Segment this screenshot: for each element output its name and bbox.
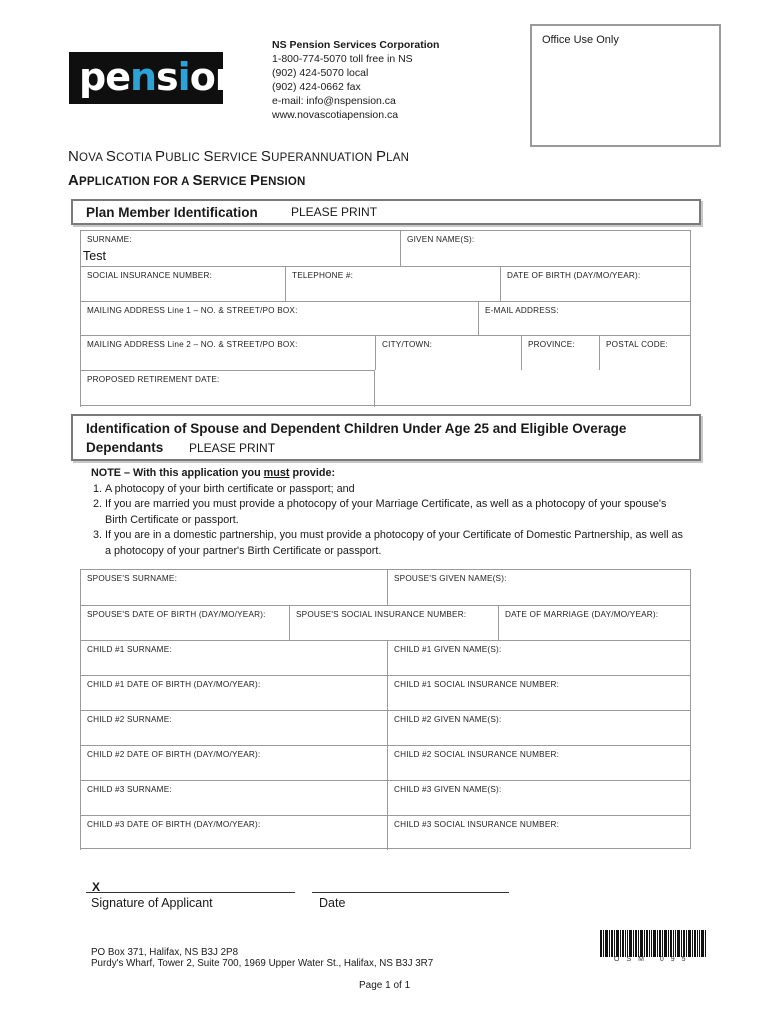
telephone-label: TELEPHONE #: bbox=[292, 271, 354, 280]
section-heading-cont: Dependants bbox=[86, 440, 164, 455]
address-line-1: PO Box 371, Halifax, NS B3J 2P8 bbox=[91, 947, 239, 958]
child2-given-field[interactable] bbox=[387, 710, 691, 745]
note-list bbox=[83, 482, 691, 560]
child1-given-label: CHILD #1 GIVEN NAME(S): bbox=[394, 645, 502, 654]
email-field[interactable] bbox=[478, 301, 691, 335]
sin-label: SOCIAL INSURANCE NUMBER: bbox=[87, 271, 213, 280]
page-number: Page 1 of 1 bbox=[359, 980, 411, 991]
marriage-date-field[interactable] bbox=[498, 605, 691, 640]
surname-field[interactable] bbox=[80, 230, 400, 266]
phone-local: (902) 424-5070 local bbox=[272, 67, 369, 79]
dob-field[interactable] bbox=[500, 266, 691, 301]
child1-surname-label: CHILD #1 SURNAME: bbox=[87, 645, 172, 654]
surname-value: Test bbox=[83, 249, 106, 263]
child1-surname-field[interactable] bbox=[80, 640, 387, 675]
marriage-date-label: DATE OF MARRIAGE (DAY/MO/YEAR): bbox=[505, 610, 659, 619]
date-line[interactable] bbox=[312, 892, 509, 893]
child1-given-field[interactable] bbox=[387, 640, 691, 675]
province-field[interactable] bbox=[521, 335, 599, 370]
section-member-identification bbox=[71, 199, 701, 225]
given-names-label: GIVEN NAME(S): bbox=[407, 235, 475, 244]
footer-address bbox=[91, 947, 433, 969]
postal-label: POSTAL CODE: bbox=[606, 340, 668, 349]
barcode-caption: OSM 095 bbox=[614, 956, 693, 963]
child3-sin-label: CHILD #3 SOCIAL INSURANCE NUMBER: bbox=[394, 820, 560, 829]
sin-field[interactable] bbox=[80, 266, 285, 301]
mailing1-field[interactable] bbox=[80, 301, 478, 335]
section-heading: Identification of Spouse and Dependent Children Under Age 25 and Eligible Overage bbox=[86, 421, 627, 436]
office-use-label: Office Use Only bbox=[542, 34, 619, 46]
given-names-field[interactable] bbox=[400, 230, 691, 266]
member-form-grid bbox=[80, 230, 691, 406]
please-print-note: PLEASE PRINT bbox=[291, 205, 378, 219]
child3-given-label: CHILD #3 GIVEN NAME(S): bbox=[394, 785, 502, 794]
dob-label: DATE OF BIRTH (DAY/MO/YEAR): bbox=[507, 271, 641, 280]
office-use-box bbox=[530, 24, 721, 147]
signature-line[interactable] bbox=[86, 892, 295, 893]
city-field[interactable] bbox=[375, 335, 521, 370]
retirement-date-field[interactable] bbox=[80, 370, 375, 407]
note-item: 3. If you are in a domestic partnership, you must provide a photocopy of your Certificate of Domestic Partnership, as well as a photocopy of your partner's Birth Certificate or passport. bbox=[105, 528, 691, 559]
plan-title: NOVA SCOTIA PUBLIC SERVICE SUPERANNUATION PLAN bbox=[68, 148, 410, 165]
mailing1-label: MAILING ADDRESS Line 1 – NO. & STREET/PO BOX: bbox=[87, 306, 298, 315]
form-title: APPLICATION FOR A SERVICE PENSION bbox=[68, 172, 306, 189]
spouse-sin-field[interactable] bbox=[289, 605, 498, 640]
contact-info bbox=[272, 38, 439, 122]
note-item: 2. If you are married you must provide a photocopy of your Marriage Certificate, as well as a photocopy of your spouse's Birth Certificate or passport. bbox=[105, 497, 691, 528]
retirement-label: PROPOSED RETIREMENT DATE: bbox=[87, 375, 220, 384]
child3-given-field[interactable] bbox=[387, 780, 691, 815]
date-label: Date bbox=[319, 896, 346, 910]
spouse-dob-field[interactable] bbox=[80, 605, 289, 640]
mailing2-field[interactable] bbox=[80, 335, 375, 370]
spouse-given-field[interactable] bbox=[387, 569, 691, 605]
fax-number: (902) 424-0662 fax bbox=[272, 81, 361, 93]
child2-sin-label: CHILD #2 SOCIAL INSURANCE NUMBER: bbox=[394, 750, 560, 759]
province-label: PROVINCE: bbox=[528, 340, 575, 349]
signature-x-mark: X bbox=[92, 880, 101, 894]
child2-sin-field[interactable] bbox=[387, 745, 691, 780]
telephone-field[interactable] bbox=[285, 266, 500, 301]
spouse-given-label: SPOUSE'S GIVEN NAME(S): bbox=[394, 574, 507, 583]
child1-sin-field[interactable] bbox=[387, 675, 691, 710]
logo-wordmark: pension bbox=[79, 55, 241, 99]
spouse-sin-label: SPOUSE'S SOCIAL INSURANCE NUMBER: bbox=[296, 610, 467, 619]
child3-dob-label: CHILD #3 DATE OF BIRTH (DAY/MO/YEAR): bbox=[87, 820, 261, 829]
email-address: e-mail: info@nspension.ca bbox=[272, 95, 396, 107]
city-label: CITY/TOWN: bbox=[382, 340, 433, 349]
pension-logo bbox=[69, 52, 241, 104]
note-item: 1. A photocopy of your birth certificate or passport; and bbox=[105, 482, 691, 498]
surname-label: SURNAME: bbox=[87, 235, 132, 244]
section-heading: Plan Member Identification bbox=[86, 205, 258, 220]
child3-dob-field[interactable] bbox=[80, 815, 387, 850]
child2-surname-field[interactable] bbox=[80, 710, 387, 745]
child1-dob-label: CHILD #1 DATE OF BIRTH (DAY/MO/YEAR): bbox=[87, 680, 261, 689]
section-spouse-dependants bbox=[71, 414, 701, 461]
child2-dob-label: CHILD #2 DATE OF BIRTH (DAY/MO/YEAR): bbox=[87, 750, 261, 759]
child3-surname-label: CHILD #3 SURNAME: bbox=[87, 785, 172, 794]
barcode-image bbox=[600, 930, 706, 957]
please-print-note: PLEASE PRINT bbox=[189, 441, 276, 455]
child2-surname-label: CHILD #2 SURNAME: bbox=[87, 715, 172, 724]
phone-toll-free: 1-800-774-5070 toll free in NS bbox=[272, 53, 413, 65]
org-name: NS Pension Services Corporation bbox=[272, 39, 440, 51]
child1-sin-label: CHILD #1 SOCIAL INSURANCE NUMBER: bbox=[394, 680, 560, 689]
signature-label: Signature of Applicant bbox=[91, 896, 213, 910]
child1-dob-field[interactable] bbox=[80, 675, 387, 710]
child3-sin-field[interactable] bbox=[387, 815, 691, 850]
address-line-2: Purdy's Wharf, Tower 2, Suite 700, 1969 Upper Water St., Halifax, NS B3J 3R7 bbox=[91, 958, 434, 969]
mailing2-label: MAILING ADDRESS Line 2 – NO. & STREET/PO BOX: bbox=[87, 340, 298, 349]
note-heading: NOTE – With this application you must provide: bbox=[91, 467, 336, 479]
spouse-dob-label: SPOUSE'S DATE OF BIRTH (DAY/MO/YEAR): bbox=[87, 610, 266, 619]
website-link[interactable]: www.novascotiapension.ca bbox=[272, 109, 399, 121]
dependants-form-grid bbox=[80, 569, 691, 849]
required-documents-note bbox=[91, 466, 691, 560]
child2-given-label: CHILD #2 GIVEN NAME(S): bbox=[394, 715, 502, 724]
spouse-surname-label: SPOUSE'S SURNAME: bbox=[87, 574, 178, 583]
email-label: E-MAIL ADDRESS: bbox=[485, 306, 559, 315]
postal-field[interactable] bbox=[599, 335, 691, 370]
child3-surname-field[interactable] bbox=[80, 780, 387, 815]
spouse-surname-field[interactable] bbox=[80, 569, 387, 605]
child2-dob-field[interactable] bbox=[80, 745, 387, 780]
